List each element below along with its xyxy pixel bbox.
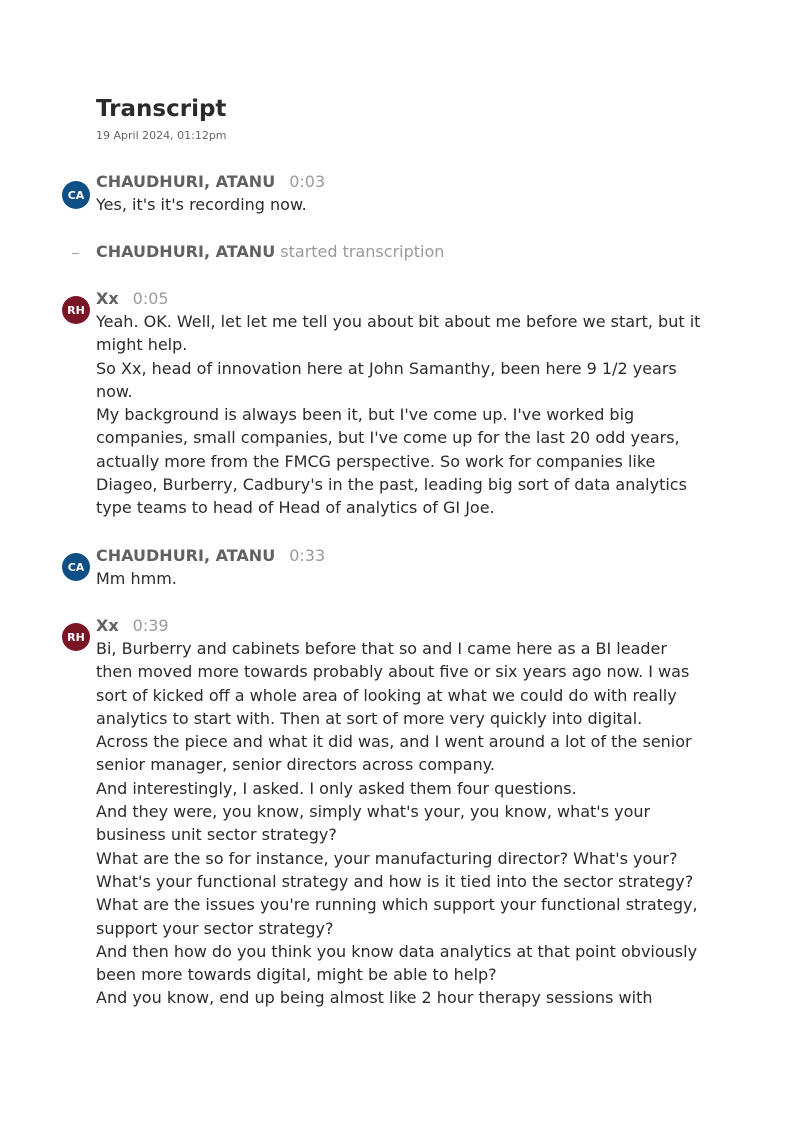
paragraph: And they were, you know, simply what's your, you know, what's your business unit sector strategy?	[96, 802, 651, 845]
avatar: RH	[62, 296, 90, 324]
avatar: RH	[62, 623, 90, 651]
page-title: Transcript	[96, 96, 227, 122]
paragraph: And interestingly, I asked. I only asked them four questions.	[96, 778, 577, 798]
entry-header	[96, 170, 325, 193]
speaker-name: Xx	[96, 289, 119, 308]
timestamp: 0:05	[132, 289, 169, 308]
paragraph: Yes, it's it's recording now.	[96, 195, 307, 214]
speaker-name: CHAUDHURI, ATANU	[96, 172, 276, 191]
speaker-name: CHAUDHURI, ATANU	[96, 546, 276, 565]
paragraph: Yeah. OK. Well, let let me tell you about bit about me before we start, but it might help.	[96, 312, 701, 355]
paragraph: My background is always been it, but I've come up. I've worked big companies, small companies, but I've come up for the last 20 odd years, actually more from the FMCG perspective. So work for companies like Diageo, Burberry, Cadbury's in the past, leading big sort of data analytics type teams to head of Head of analytics of GI Joe.	[96, 405, 687, 518]
paragraph: What are the issues you're running which support your functional strategy, support your sector strategy?	[96, 895, 698, 938]
entry-header	[96, 544, 325, 567]
speaker-name: Xx	[96, 616, 119, 635]
transcription-event	[96, 240, 444, 263]
paragraph: And you know, end up being almost like 2 hour therapy sessions with	[96, 988, 653, 1008]
event-text: started transcription	[280, 242, 445, 261]
paragraph: Across the piece and what it did was, and I went around a lot of the senior senior manager, senior directors across company.	[96, 732, 692, 775]
transcript-date: 19 April 2024, 01:12pm	[96, 129, 227, 142]
entry-header	[96, 614, 169, 637]
paragraph: Bi, Burberry and cabinets before that so and I came here as a BI leader then moved more towards probably about five or six years ago now. I was sort of kicked off a whole area of looking at what we could do with really analytics to start with. Then at sort of more very quickly into digital.	[96, 639, 690, 728]
event-dash-icon	[72, 253, 79, 254]
entry-text	[96, 637, 706, 1010]
entry-text	[96, 567, 706, 590]
entry-text	[96, 193, 706, 216]
paragraph: So Xx, head of innovation here at John Samanthy, been here 9 1/2 years now.	[96, 358, 677, 401]
paragraph: What's your functional strategy and how is it tied into the sector strategy?	[96, 871, 694, 891]
avatar: CA	[62, 181, 90, 209]
event-speaker: CHAUDHURI, ATANU	[96, 242, 276, 261]
avatar: CA	[62, 553, 90, 581]
entry-header	[96, 287, 169, 310]
paragraph: What are the so for instance, your manufacturing director? What's your?	[96, 848, 678, 868]
timestamp: 0:33	[289, 546, 326, 565]
paragraph: And then how do you think you know data analytics at that point obviously been more towards digital, might be able to help?	[96, 941, 698, 985]
entry-text	[96, 310, 706, 520]
timestamp: 0:39	[132, 616, 169, 635]
timestamp: 0:03	[289, 172, 326, 191]
paragraph: Mm hmm.	[96, 569, 177, 588]
